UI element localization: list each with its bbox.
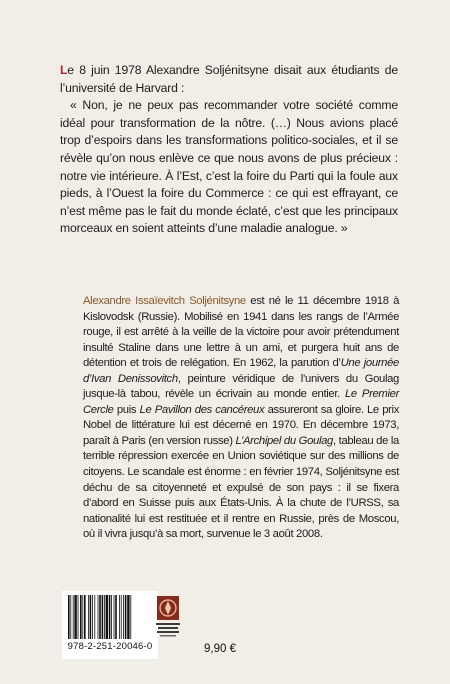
bio-text: , tableau de la terrible répression exercée en Union soviétique sur des millions de citoyens. Le scandale est énorme : en février 1974, Soljénitsyne est déchu de sa citoyenneté et expulsé de son pays : il se fixera d’abord en Suisse puis aux États-Unis. À la chute de l’URSS, sa nationalité lui est restituée et il rentre en Russie, près de Moscou, où il vivra jusqu’à sa mort, survenue le 3 août 2008. [83,434,399,541]
barcode-bar [102,595,104,639]
publisher-logo [155,596,181,644]
barcode-bar [82,595,83,639]
quote-intro-text: e 8 juin 1978 Alexandre Soljénitsyne disait aux étudiants de l’université de Harvard : [60,63,398,95]
quote-block [60,62,398,238]
barcode-bar [88,595,89,639]
barcode-bar [68,595,70,639]
barcode-bar [92,595,93,639]
bio-text: puis [113,403,140,416]
work-title: Une journée d’Ivan Denissovitch [83,357,399,385]
barcode-bar [70,595,71,639]
quote-text: « Non, je ne peux pas recommander votre société comme idéal pour transformation de la nôtre. (…) Nous avions placé trop d’espoirs dans les transformations politico-sociales, et il se révèle qu’on nous enlève ce que nous avons de plus précieux : notre vie intérieure. À l’Est, c’est la foire du Parti qui la foule aux pieds, à l’Ouest la foire du Commerce : ce qui est effrayant, ce n’est même pas le fait du monde éclaté, c’est que les principaux morceaux en soient atteints d’une maladie analogue. » [60,98,398,236]
barcode-bar [98,595,99,639]
barcode-bar [114,595,115,639]
barcode-bar [84,595,86,639]
barcode-bar [99,595,101,639]
author-name: Alexandre Issaïevitch Soljénitsyne [83,295,246,307]
barcode-bar [130,595,131,639]
publisher-logo-icon [155,596,181,644]
isbn-number: 978-2-251-20046-0 [67,641,153,652]
barcode-bar [94,595,95,639]
barcode-bar [125,595,127,639]
bio-text: assureront sa gloire. Le prix Nobel de littérature lui est décerné en 1970. En décembre 1973, paraît à Paris (en version russe) [83,403,399,447]
barcode-bar [106,595,108,639]
barcode-bar [121,595,122,639]
barcode-bar [115,595,117,639]
barcode-bar [90,595,92,639]
quote-intro [60,62,398,97]
barcode-bar [80,595,82,639]
barcode-bar [119,595,120,639]
work-title: Le Pavillon des cancéreux [139,403,265,416]
author-biography [83,294,399,543]
bio-text: est né le 11 décembre 1918 à Kislovodsk (Russie). Mobilisé en 1941 dans les rangs de l’Armée rouge, il est arrêté à la veille de la victoire pour avoir prétendument insulté Staline dans une lettre à un ami, et purgera huit ans de détention et trois de relégation. En 1962, la parution d’ [83,295,399,370]
drop-letter: L [60,63,68,77]
barcode-bar [73,595,74,639]
barcode-bars [62,591,158,641]
barcode-bar [109,595,111,639]
barcode-bar [123,595,124,639]
work-title: Le Premier Cercle [83,388,399,416]
barcode-bar [127,595,129,639]
work-title: L’Archipel du Goulag [235,434,333,447]
barcode-bar [104,595,105,639]
barcode-bar [74,595,76,639]
barcode-bar [111,595,112,639]
bio-text: , peinture véridique de l’univers du Goulag jusque-là tabou, révèle un écrivain au monde entier. [83,372,399,401]
price: 9,90 € [204,643,236,655]
barcode-bar [78,595,79,639]
